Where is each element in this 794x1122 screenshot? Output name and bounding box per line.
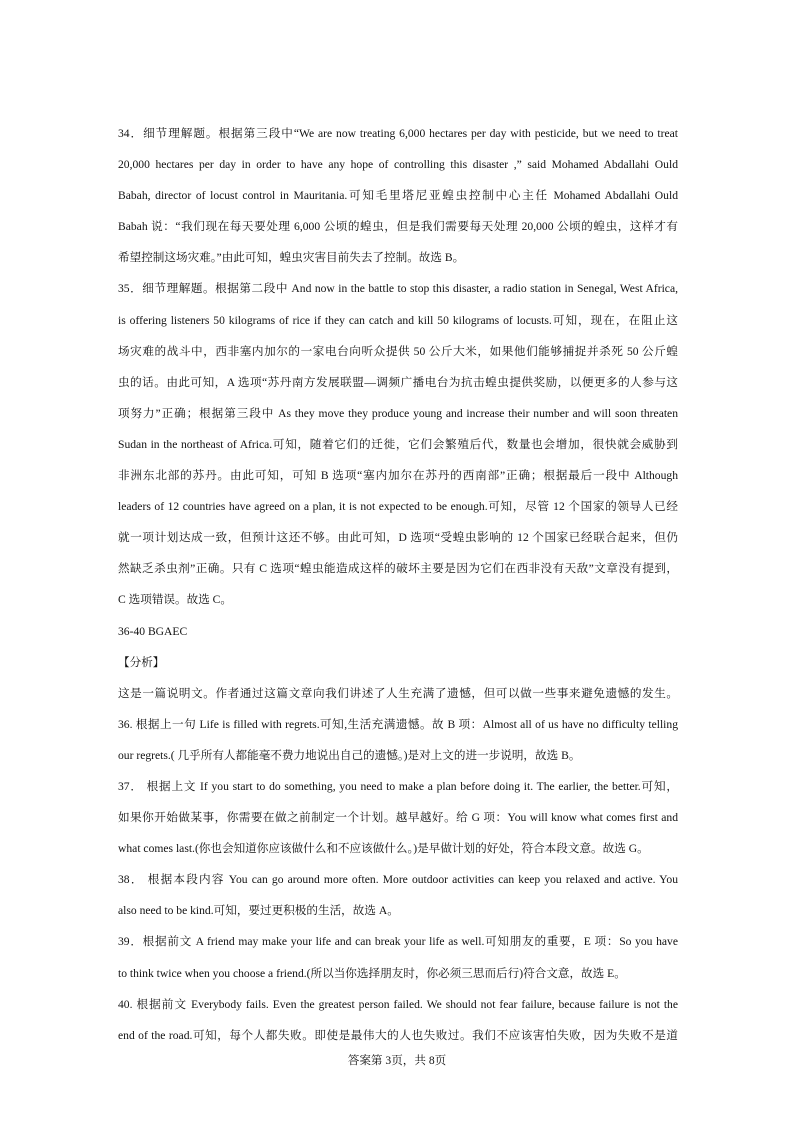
text-line: 37． 根据上文 If you start to do something, you need to make a plan before doing it. The earlier, the better.可知，: [118, 779, 678, 793]
text-line: 就一项计划达成一致，但预计这还不够。由此可知，D 选项“受蝗虫影响的 12 个国家已经联合起来，但仍: [118, 531, 678, 545]
answer-text-body: [118, 118, 678, 1051]
text-line: Babah 说：“我们现在每天要处理 6,000 公顷的蝗虫，但是我们需要每天处理 20,000 公顷的蝗虫，这样才有: [118, 220, 678, 234]
text-line: 希望控制这场灾难。”由此可知，蝗虫灾害目前失去了控制。故选 B。: [118, 251, 465, 265]
text-line: what comes last.(你也会知道你应该做什么和不应该做什么。)是早做计划的好处，符合本段文意。故选 G。: [118, 842, 649, 856]
text-line: end of the road.可知，每个人都失败。即使是最伟大的人也失败过。我们不应该害怕失败，因为失败不是道: [118, 1028, 678, 1042]
text-line: Babah, director of locust control in Mauritania.可知毛里塔尼亚蝗虫控制中心主任 Mohamed Abdallahi Ould: [118, 189, 678, 203]
text-line: 35．细节理解题。根据第二段中 And now in the battle to stop this disaster, a radio station in Senegal, West Africa,: [118, 282, 678, 296]
text-line: 场灾难的战斗中，西非塞内加尔的一家电台向听众提供 50 公斤大米，如果他们能够捕捉并杀死 50 公斤蝗: [118, 344, 678, 358]
text-line: 项努力”正确；根据第三段中 As they move they produce young and increase their number and will soon threaten: [118, 406, 678, 420]
text-line: 虫的话。由此可知，A 选项“苏丹南方发展联盟—调频广播电台为抗击蝗虫提供奖励，以便更多的人参与这: [118, 375, 678, 389]
text-line: to think twice when you choose a friend.(所以当你选择朋友时，你必须三思而后行)符合文意，故选 E。: [118, 966, 626, 980]
text-line: 如果你开始做某事，你需要在做之前制定一个计划。越早越好。给 G 项：You will know what comes first and: [118, 811, 678, 825]
text-line: 【分析】: [118, 655, 165, 669]
text-line: 38． 根据本段内容 You can go around more often. More outdoor activities can keep you relaxed and active. You: [118, 873, 678, 887]
text-line: leaders of 12 countries have agreed on a plan, it is not expected to be enough.可知，尽管 12 个国家的领导人已经: [118, 500, 678, 514]
text-line: 39．根据前文 A friend may make your life and can break your life as well.可知朋友的重要，E 项：So you have: [118, 935, 678, 949]
text-line: our regrets.( 几乎所有人都能毫不费力地说出自己的遗憾。)是对上文的进一步说明，故选 B。: [118, 748, 581, 762]
text-line: 34．细节理解题。根据第三段中“We are now treating 6,000 hectares per day with pesticide, but we need to treat: [118, 127, 678, 140]
text-line: 这是一篇说明文。作者通过这篇文章向我们讲述了人生充满了遗憾，但可以做一些事来避免遗憾的发生。: [118, 686, 678, 700]
text-line: C 选项错误。故选 C。: [118, 593, 233, 607]
text-line: 20,000 hectares per day in order to have any hope of controlling this disaster ,” said Mohamed Abdallahi Ould: [118, 158, 678, 172]
text-line: is offering listeners 50 kilograms of rice if they can catch and kill 50 kilograms of locusts.可知，现在，在阻止这: [118, 313, 678, 327]
text-line: 然缺乏杀虫剂”正确。只有 C 选项“蝗虫能造成这样的破坏主要是因为它们在西非没有天敌”文章没有提到，: [118, 562, 678, 576]
text-line: also need to be kind.可知，要过更积极的生活，故选 A。: [118, 904, 399, 918]
page-footer: 答案第 3页，共 8页: [347, 1054, 447, 1067]
text-line: 36. 根据上一句 Life is filled with regrets.可知,生活充满遗憾。故 B 项：Almost all of us have no difficulty telling: [118, 717, 678, 731]
text-line: 40. 根据前文 Everybody fails. Even the greatest person failed. We should not fear failure, because failure is not the: [118, 997, 678, 1011]
text-line: Sudan in the northeast of Africa.可知，随着它们的迁徙，它们会繁殖后代，数量也会增加，很快就会威胁到: [118, 437, 678, 451]
text-line: 非洲东北部的苏丹。由此可知，可知 B 选项“塞内加尔在苏丹的西南部”正确；根据最后一段中 Although: [118, 469, 678, 483]
text-line: 36-40 BGAEC: [118, 624, 188, 638]
